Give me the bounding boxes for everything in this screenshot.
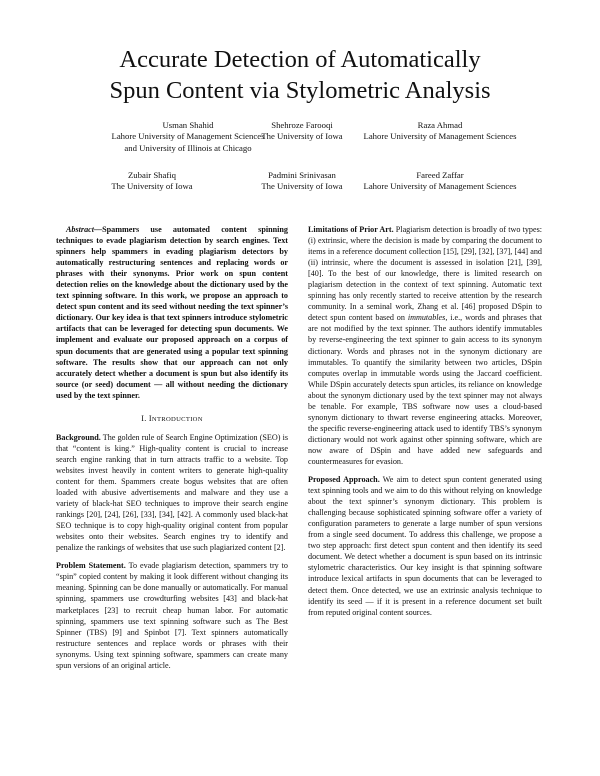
paragraph-head: Proposed Approach. <box>308 475 380 485</box>
author-affiliation: Lahore University of Management Sciences <box>111 131 265 142</box>
author-block <box>335 170 545 193</box>
section-heading-introduction <box>56 413 288 425</box>
author-affiliation: The University of Iowa <box>261 181 343 192</box>
author-name: Usman Shahid <box>162 120 214 130</box>
right-column <box>308 224 542 618</box>
abstract <box>56 224 288 401</box>
author-block <box>82 170 222 193</box>
section-title-initial: I <box>148 413 152 423</box>
author-name: Padmini Srinivasan <box>268 170 336 180</box>
section-numeral: I. <box>141 413 147 423</box>
author-affiliation: Lahore University of Management Sciences <box>363 181 517 192</box>
author-affiliation: Lahore University of Management Sciences <box>363 131 517 142</box>
author-affiliation-secondary: and University of Illinois at Chicago <box>124 142 252 153</box>
paragraph-text: To evade plagiarism detection, spammers try to “spin” copied content by making it look different without changing its meaning. Spinning can be done manually or automatically. For manual spinning, spammers use crowdturfing websites [43] and black-hat marketplaces [23] to recruit cheap human labor. For automatic spinning, spammers use text spinning software such as The Best Spinner (TBS) [9] and Spinbot [7]. Text spinners automatically restructure sentences and replace words or phrases with their synonyms. Using text spinning software, spammers can create many spun versions of an original article. <box>56 561 288 670</box>
author-name: Zubair Shafiq <box>127 170 176 180</box>
paragraph-head: Limitations of Prior Art. <box>308 225 394 234</box>
paragraph-head: Background. <box>56 432 101 442</box>
paragraph-background <box>56 432 288 554</box>
author-affiliation: The University of Iowa <box>111 181 193 192</box>
author-affiliation: The University of Iowa <box>261 131 343 142</box>
paragraph-text-part-b: , i.e., words and phrases that are not modified by the text spinner. The authors identify immutables by reverse-engineering the text spinner to gain access to its synonym dictionary. Words and phrases not in the synonym dictionary are immutables. To quantify the similarity between two articles, DSpin computes overlap in immutable words using the Jaccard coefficient. While DSpin accurately detects spun articles, its reliance on knowledge about the synonym dictionary used by the text spinner may not always be tenable. For example, TBS software now uses a cloud-based synonym dictionary to thwart reverse engineering attacks. Moreover, the specific reverse-engineering attack used to identify TBS’s synonym dictionary would not work against other spinning software, which are now aware of DSpin and have added new safeguards and countermeasures for evasion. <box>308 313 542 466</box>
paper-title <box>0 44 600 106</box>
paragraph-problem-statement <box>56 560 288 670</box>
author-name: Raza Ahmad <box>417 120 463 130</box>
paragraph-proposed-approach <box>308 474 542 618</box>
section-title-rest: NTRODUCTION <box>151 415 203 423</box>
paragraph-emphasis: immutables <box>407 313 446 323</box>
author-name: Shehroze Farooqi <box>271 120 333 130</box>
left-column <box>56 224 288 671</box>
paragraph-head: Problem Statement. <box>56 561 126 571</box>
abstract-label: Abstract <box>66 225 94 234</box>
paragraph-text-part-a: Plagiarism detection is broadly of two types: (i) extrinsic, where the decision is made by comparing the document to items in a reference document collection [15], [29], [32], [37], [44] and (ii) intrinsic, where the document is assessed in isolation [21], [39], [40]. To the best of our knowledge, there is limited research on plagiarism detection in the context of text spinning. Automatic text spinning has only recently started to receive attention by the research community. In a seminal work, Zhang et al. [46] proposed DSpin to detect spun content based on <box>308 225 543 323</box>
title-line-1: Accurate Detection of Automatically <box>119 46 481 73</box>
paragraph-text: The golden rule of Search Engine Optimization (SEO) is that “content is king.” High-quality content is crucial to increase search engine ranking that in turn attracts traffic to a website. Top websites invest heavily in content writers to generate high-quality content for them. Spammers create bogus websites that are often loaded with abusive advertisements and malware and they use a variety of black-hat SEO techniques to improve their search engine rankings [20], [24], [26], [33], [34], [42]. A commonly used black-hat SEO technique is to copy high-quality original content from popular websites onto their websites. Search engines try to identify and penalize the rankings of websites that use such plagiarized content [2]. <box>56 432 288 553</box>
title-line-2: Spun Content via Stylometric Analysis <box>109 77 491 104</box>
paragraph-limitations <box>308 224 542 467</box>
author-block <box>335 120 545 143</box>
abstract-text: —Spammers use automated content spinning techniques to evade plagiarism detection by search engines. Text spinners help spammers in evading plagiarism detectors by automatically restructuring sentences and replacing words or phrases with their synonyms. Prior work on spun content detection relies on the knowledge about the dictionary used by the text spinning software. In this work, we propose an approach to detect spun content and its seed without needing the text spinner’s dictionary. Our key idea is that text spinners introduce stylometric artifacts that can be leveraged for detecting spun documents. We implement and evaluate our proposed approach on a corpus of spun documents that are generated using a popular text spinning software. The results show that our approach can not only accurately detect whether a document is spun but also identify its source (or seed) document — all without needing the dictionary used by the text spinner. <box>56 225 288 400</box>
author-name: Fareed Zaffar <box>416 170 464 180</box>
paragraph-text: We aim to detect spun content generated using text spinning tools and we aim to do this without relying on knowledge about the text spinner’s synonym dictionary. This problem is challenging because sophisticated spinning software offer a variety of configuration parameters to generate a large number of spun versions from a single seed document. To address this challenge, we propose a two step approach: first detect spun content and then identify its seed document. We detect whether a document is spun based on its intrinsic stylometric characteristics. Our key insight is that spinning software introduce lexical artifacts in spun documents that can be leveraged to detect them. Once detected, we use an extrinsic analysis technique to identify its seed — if it is present in a reference document set built from reputed original content sources. <box>308 475 542 617</box>
